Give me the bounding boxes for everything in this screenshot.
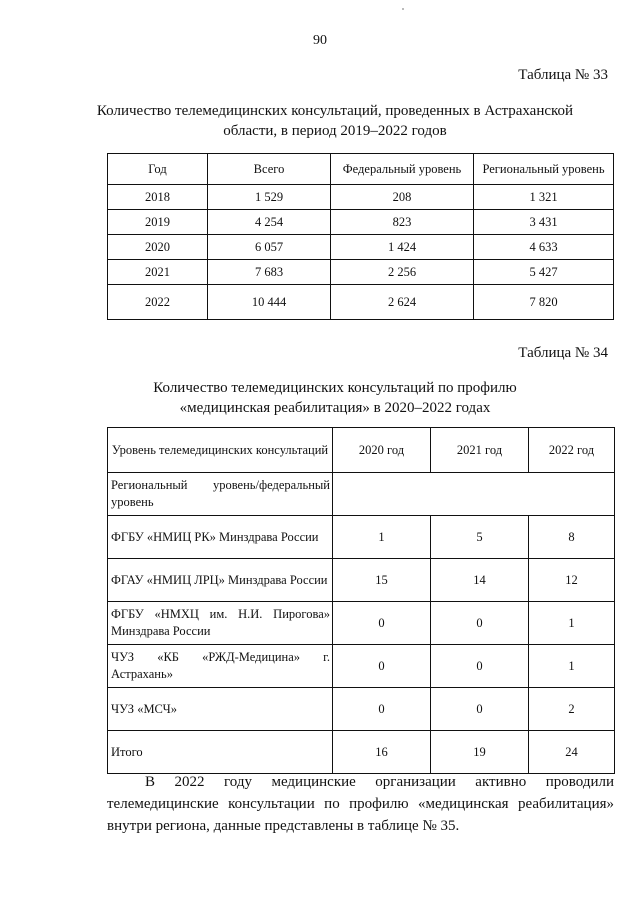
page-number: 90 [313, 33, 327, 48]
table-row [108, 559, 615, 602]
table-cell: 0 [333, 602, 431, 645]
table-section-row [108, 473, 615, 516]
table-cell: 6 057 [208, 235, 331, 260]
table-cell: 0 [431, 602, 529, 645]
table-cell: 5 427 [474, 260, 614, 285]
table-cell: ФГБУ «НМИЦ РК» Минздрава России [108, 516, 333, 559]
table-cell: 0 [333, 688, 431, 731]
table-row [108, 688, 615, 731]
table-total-row [108, 731, 615, 774]
table-header-row [108, 428, 615, 473]
table-cell: ЧУЗ «КБ «РЖД-Медицина» г. Астрахань» [108, 645, 333, 688]
table-row [108, 645, 615, 688]
table-cell: 1 [529, 645, 615, 688]
table-34-caption [95, 378, 575, 418]
table-cell: 0 [333, 645, 431, 688]
table-34-label: Таблица № 34 [518, 345, 608, 361]
table-cell: 2 624 [331, 285, 474, 320]
table-cell: 4 254 [208, 210, 331, 235]
header-cell: 2021 год [431, 428, 529, 473]
table-cell: 7 820 [474, 285, 614, 320]
table-33-caption-line-2: области, в период 2019–2022 годов [223, 123, 447, 139]
scan-dot [402, 8, 404, 10]
table-cell: 8 [529, 516, 615, 559]
section-cell: Региональный уровень/федеральный уровень [108, 473, 333, 516]
table-cell: 2 [529, 688, 615, 731]
table-cell: 14 [431, 559, 529, 602]
table-cell: 1 529 [208, 185, 331, 210]
table-cell: ФГАУ «НМИЦ ЛРЦ» Минздрава России [108, 559, 333, 602]
table-cell: 2018 [108, 185, 208, 210]
table-cell: 2019 [108, 210, 208, 235]
table-cell: 12 [529, 559, 615, 602]
table-cell: 823 [331, 210, 474, 235]
table-cell: 1 [333, 516, 431, 559]
table-cell: 1 [529, 602, 615, 645]
header-cell: Уровень телемедицинских консультаций [108, 428, 333, 473]
table-34-caption-line-1: Количество телемедицинских консультаций по профилю [153, 380, 517, 396]
table-cell: 0 [431, 645, 529, 688]
table-row [108, 235, 614, 260]
table-row [108, 602, 615, 645]
table-cell: 15 [333, 559, 431, 602]
table-header-row [108, 154, 614, 185]
table-34-caption-line-2: «медицинская реабилитация» в 2020–2022 годах [179, 400, 491, 416]
body-paragraph: В 2022 году медицинские организации активно проводили телемедицинские консультации по профилю «медицинская реабилитация» внутри региона, данные представлены в таблице № 35. [107, 774, 614, 834]
table-row [108, 185, 614, 210]
table-cell: 24 [529, 731, 615, 774]
table-34 [107, 427, 615, 774]
table-cell: ЧУЗ «МСЧ» [108, 688, 333, 731]
table-row [108, 285, 614, 320]
table-33-caption [95, 101, 575, 141]
table-cell: 2022 [108, 285, 208, 320]
table-cell: 7 683 [208, 260, 331, 285]
table-cell: Итого [108, 731, 333, 774]
table-row [108, 210, 614, 235]
table-33-label: Таблица № 33 [518, 67, 608, 83]
table-cell: 5 [431, 516, 529, 559]
header-cell: Региональный уровень [474, 154, 614, 185]
table-cell: 2020 [108, 235, 208, 260]
table-cell: 2 256 [331, 260, 474, 285]
header-cell: Год [108, 154, 208, 185]
header-cell: 2022 год [529, 428, 615, 473]
header-cell: Всего [208, 154, 331, 185]
table-cell: 4 633 [474, 235, 614, 260]
table-cell: ФГБУ «НМХЦ им. Н.И. Пирогова» Минздрава России [108, 602, 333, 645]
section-empty-cell [333, 473, 615, 516]
header-cell: Федеральный уровень [331, 154, 474, 185]
table-cell: 3 431 [474, 210, 614, 235]
table-cell: 1 424 [331, 235, 474, 260]
table-row [108, 516, 615, 559]
table-cell: 10 444 [208, 285, 331, 320]
table-33-caption-line-1: Количество телемедицинских консультаций, проведенных в Астраханской [96, 103, 574, 119]
table-cell: 16 [333, 731, 431, 774]
table-cell: 0 [431, 688, 529, 731]
table-cell: 19 [431, 731, 529, 774]
table-cell: 2021 [108, 260, 208, 285]
table-33 [107, 153, 614, 320]
table-row [108, 260, 614, 285]
table-cell: 208 [331, 185, 474, 210]
header-cell: 2020 год [333, 428, 431, 473]
table-cell: 1 321 [474, 185, 614, 210]
